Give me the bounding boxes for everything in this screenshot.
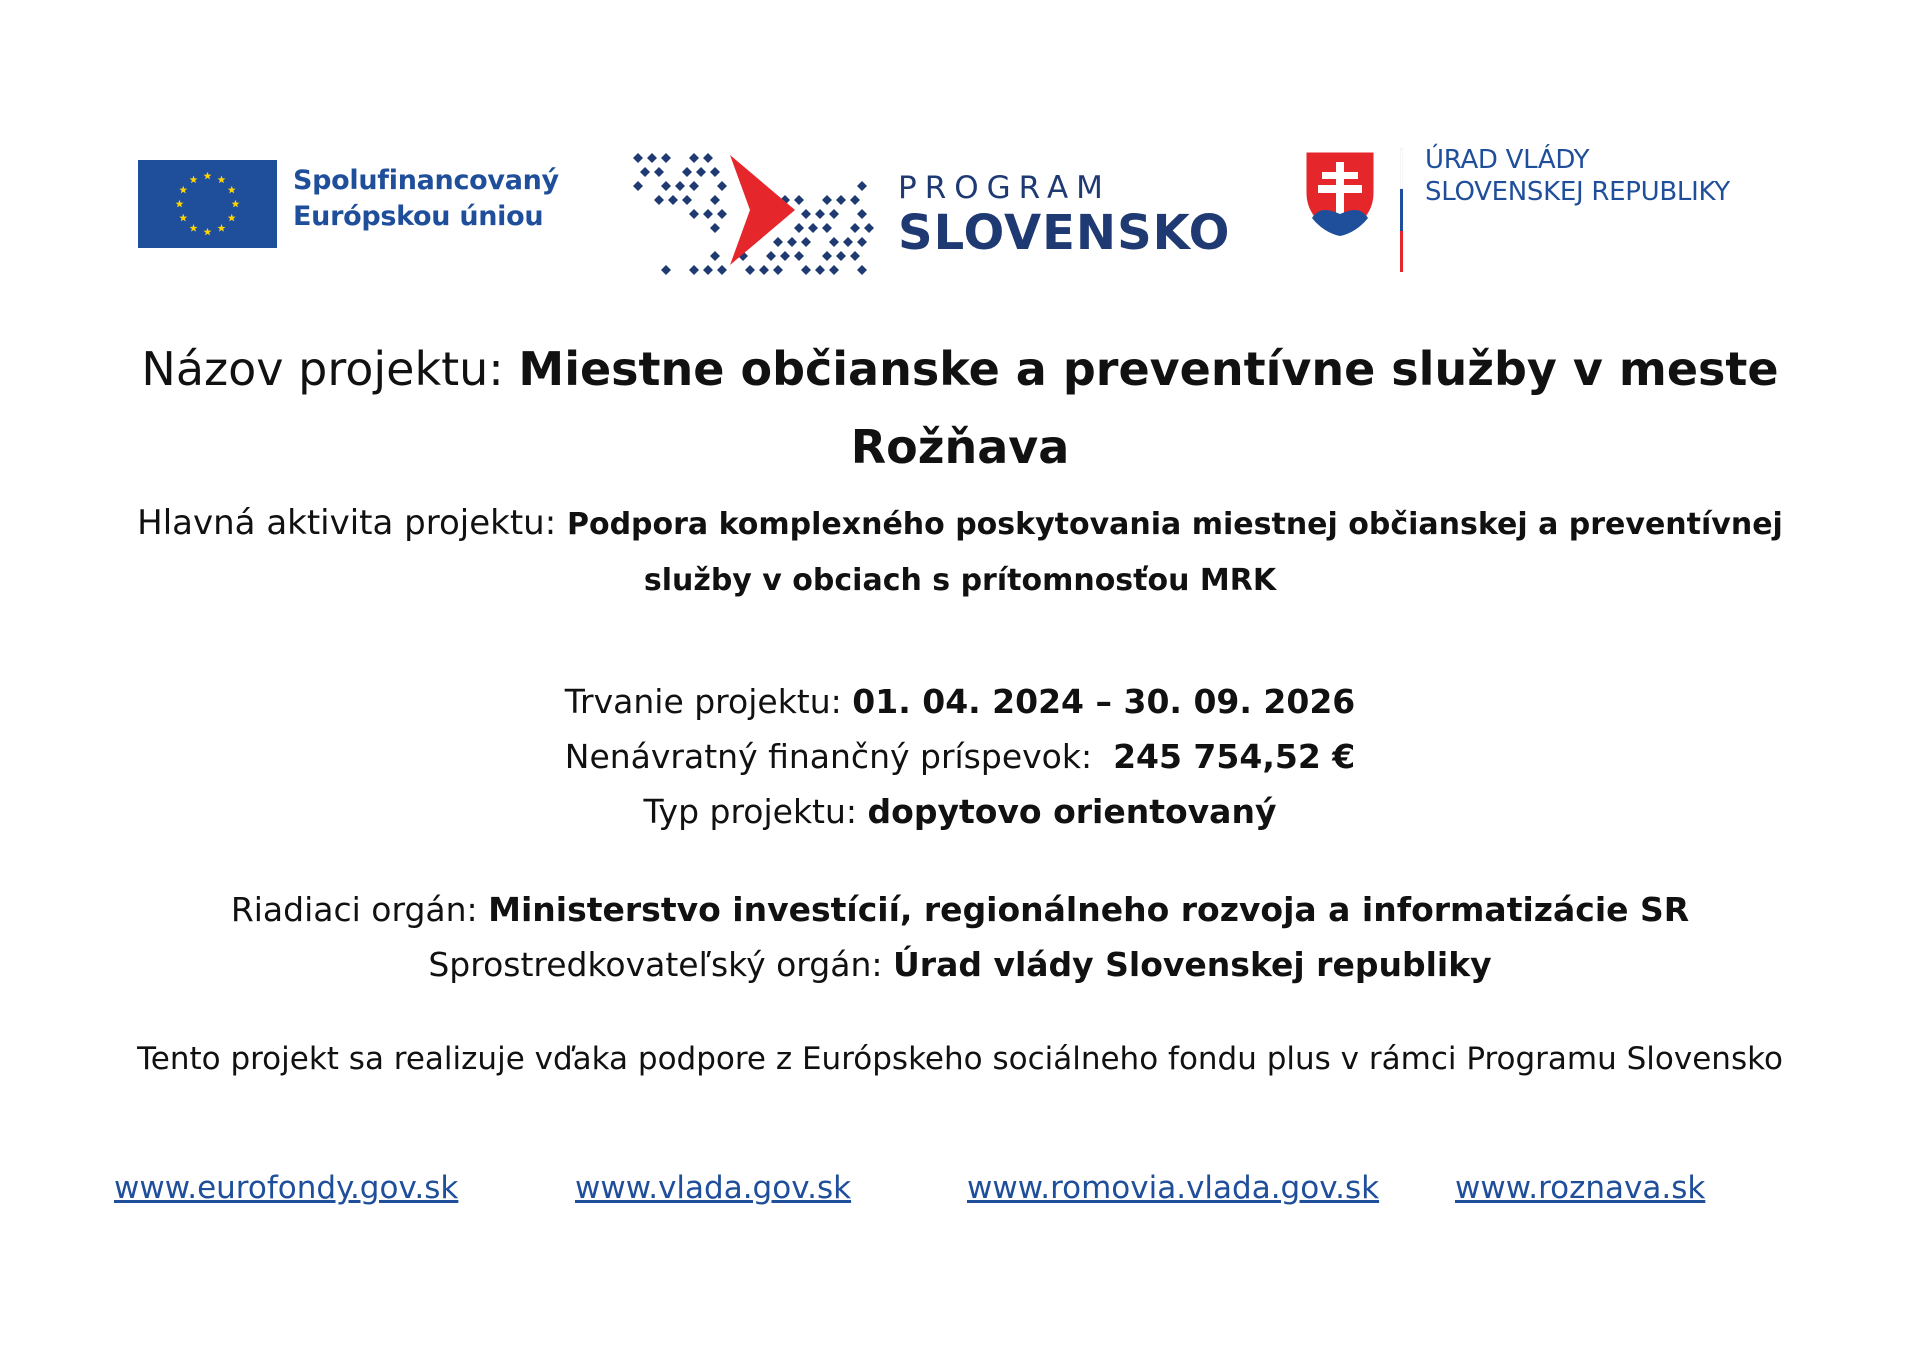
eu-cofinanced-text — [293, 163, 559, 235]
managing-label: Riadiaci orgán: — [230, 890, 478, 929]
grant-row — [0, 729, 1920, 784]
pattern-diamond — [717, 209, 727, 219]
pattern-diamond — [682, 195, 692, 205]
pattern-diamond — [717, 265, 727, 275]
logo-header — [0, 0, 1920, 300]
activity-label: Hlavná aktivita projektu: — [137, 503, 557, 543]
pattern-diamond — [633, 153, 643, 163]
grant-label: Nenávratný finančný príspevok: — [564, 737, 1093, 776]
pattern-diamond — [850, 251, 860, 261]
pattern-diamond — [850, 195, 860, 205]
pattern-diamond — [682, 167, 692, 177]
pattern-diamond — [773, 237, 783, 247]
main-activity — [0, 496, 1920, 608]
intermediate-label: Sprostredkovateľský orgán: — [428, 945, 883, 984]
activity-value-line2: služby v obciach s prítomnosťou MRK — [643, 563, 1277, 598]
grant-value: 245 754,52 € — [1113, 737, 1356, 776]
pattern-diamond — [703, 209, 713, 219]
project-title-line2 — [0, 408, 1920, 486]
pattern-diamond — [745, 265, 755, 275]
pattern-diamond — [661, 181, 671, 191]
eu-flag-icon — [138, 160, 277, 248]
urad-text-line2: SLOVENSKEJ REPUBLIKY — [1425, 177, 1730, 207]
pattern-diamond — [787, 237, 797, 247]
pattern-diamond — [808, 223, 818, 233]
type-row — [0, 784, 1920, 839]
pattern-diamond — [633, 181, 643, 191]
pattern-diamond — [710, 251, 720, 261]
pattern-diamond — [822, 223, 832, 233]
pattern-diamond — [794, 251, 804, 261]
pattern-diamond — [647, 153, 657, 163]
pattern-diamond — [661, 265, 671, 275]
pattern-diamond — [780, 251, 790, 261]
pattern-diamond — [829, 237, 839, 247]
slovensko-word: SLOVENSKO — [898, 205, 1231, 261]
pattern-diamond — [689, 153, 699, 163]
website-links — [0, 1170, 1920, 1220]
funding-note: Tento projekt sa realizuje vďaka podpore z Európskeho sociálneho fondu plus v rámci Programu Slovensko — [137, 1041, 1783, 1077]
pattern-diamond — [710, 167, 720, 177]
pattern-diamond — [857, 237, 867, 247]
pattern-diamond — [675, 181, 685, 191]
link-eurofondy[interactable]: www.eurofondy.gov.sk — [114, 1170, 459, 1206]
pattern-diamond — [668, 195, 678, 205]
link-vlada[interactable]: www.vlada.gov.sk — [575, 1170, 852, 1206]
pattern-diamond — [815, 209, 825, 219]
project-name-value-line2: Rožňava — [850, 420, 1070, 474]
pattern-diamond — [850, 223, 860, 233]
pattern-diamond — [661, 153, 671, 163]
pattern-diamond — [703, 265, 713, 275]
pattern-diamond — [759, 265, 769, 275]
pattern-diamond — [689, 209, 699, 219]
duration-label: Trvanie projektu: — [564, 682, 842, 721]
pattern-diamond — [857, 181, 867, 191]
pattern-diamond — [801, 265, 811, 275]
duration-value: 01. 04. 2024 – 30. 09. 2026 — [852, 682, 1356, 721]
intermediate-value: Úrad vlády Slovenskej republiky — [893, 945, 1492, 984]
program-word: PROGRAM — [898, 170, 1111, 206]
pattern-diamond — [710, 195, 720, 205]
pattern-diamond — [801, 209, 811, 219]
project-info — [0, 330, 1920, 1083]
urad-text-line1: ÚRAD VLÁDY — [1425, 145, 1590, 175]
authorities — [0, 882, 1920, 992]
pattern-diamond — [822, 195, 832, 205]
intermediate-body-row — [0, 937, 1920, 992]
type-value: dopytovo orientovaný — [867, 792, 1277, 831]
pattern-diamond — [717, 181, 727, 191]
pattern-diamond — [822, 251, 832, 261]
link-romovia[interactable]: www.romovia.vlada.gov.sk — [967, 1170, 1380, 1206]
pattern-diamond — [857, 265, 867, 275]
pattern-diamond — [689, 265, 699, 275]
pattern-diamond — [689, 181, 699, 191]
pattern-diamond — [710, 223, 720, 233]
duration-row — [0, 674, 1920, 729]
pattern-diamond — [654, 167, 664, 177]
pattern-diamond — [794, 195, 804, 205]
pattern-diamond — [654, 195, 664, 205]
pattern-diamond — [857, 209, 867, 219]
program-slovensko-logo-icon — [630, 150, 880, 280]
pattern-diamond — [829, 265, 839, 275]
project-details — [0, 674, 1920, 839]
red-arrow-icon — [730, 155, 795, 265]
divider-line — [1400, 148, 1403, 272]
managing-value: Ministerstvo investícií, regionálneho rozvoja a informatizácie SR — [488, 890, 1690, 929]
pattern-diamond — [766, 251, 776, 261]
eu-text-line1: Spolufinancovaný — [293, 165, 559, 196]
project-name-label: Názov projektu: — [141, 342, 504, 396]
type-label: Typ projektu: — [643, 792, 858, 831]
pattern-diamond — [703, 153, 713, 163]
pattern-diamond — [829, 209, 839, 219]
urad-vlady-text — [1425, 144, 1730, 208]
project-title — [0, 330, 1920, 408]
pattern-diamond — [815, 265, 825, 275]
pattern-diamond — [696, 167, 706, 177]
activity-value-line1: Podpora komplexného poskytovania miestnej občianskej a preventívnej — [566, 507, 1783, 542]
managing-authority-row — [0, 882, 1920, 937]
pattern-diamond — [794, 223, 804, 233]
slovak-coat-of-arms-icon — [1302, 148, 1378, 238]
link-roznava[interactable]: www.roznava.sk — [1455, 1170, 1706, 1206]
pattern-diamond — [773, 265, 783, 275]
project-name-value-line1: Miestne občianske a preventívne služby v meste — [518, 342, 1779, 396]
pattern-diamond — [801, 237, 811, 247]
pattern-diamond — [843, 237, 853, 247]
pattern-diamond — [864, 223, 874, 233]
eu-text-line2: Európskou úniou — [293, 201, 544, 232]
pattern-diamond — [836, 195, 846, 205]
pattern-diamond — [836, 251, 846, 261]
pattern-diamond — [640, 167, 650, 177]
